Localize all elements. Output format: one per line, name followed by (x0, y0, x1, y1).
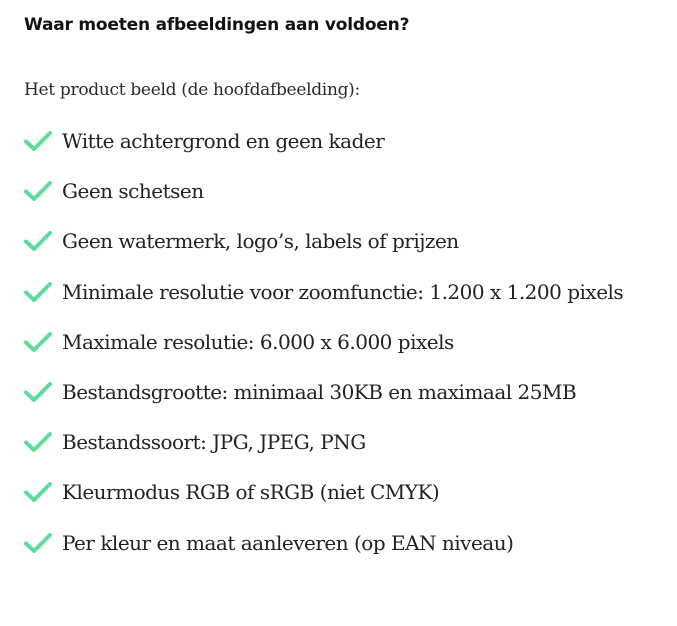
list-item (24, 116, 664, 166)
requirements-list (24, 116, 664, 568)
check-icon (24, 482, 52, 502)
list-item (24, 267, 664, 317)
list-item (24, 467, 664, 517)
check-icon (24, 382, 52, 402)
list-item (24, 518, 664, 568)
check-icon (24, 131, 52, 151)
list-item (24, 317, 664, 367)
check-icon (24, 533, 52, 553)
check-icon (24, 231, 52, 251)
list-item (24, 417, 664, 467)
requirement-text: Bestandsgrootte: minimaal 30KB en maximaal 25MB (62, 380, 577, 405)
requirement-text: Bestandssoort: JPG, JPEG, PNG (62, 430, 366, 455)
requirement-text: Geen watermerk, logo’s, labels of prijzen (62, 229, 459, 254)
requirement-text: Kleurmodus RGB of sRGB (niet CMYK) (62, 480, 440, 505)
list-item (24, 216, 664, 266)
check-icon (24, 332, 52, 352)
list-item (24, 166, 664, 216)
check-icon (24, 181, 52, 201)
intro-text: Het product beeld (de hoofdafbeelding): (24, 80, 360, 100)
requirement-text: Per kleur en maat aanleveren (op EAN niveau) (62, 530, 514, 555)
requirement-text: Geen schetsen (62, 179, 204, 204)
section-heading: Waar moeten afbeeldingen aan voldoen? (24, 15, 410, 35)
check-icon (24, 282, 52, 302)
list-item (24, 367, 664, 417)
requirement-text: Maximale resolutie: 6.000 x 6.000 pixels (62, 329, 454, 354)
requirement-text: Witte achtergrond en geen kader (62, 129, 385, 154)
requirement-text: Minimale resolutie voor zoomfunctie: 1.200 x 1.200 pixels (62, 279, 624, 304)
check-icon (24, 432, 52, 452)
article-section (24, 14, 664, 568)
